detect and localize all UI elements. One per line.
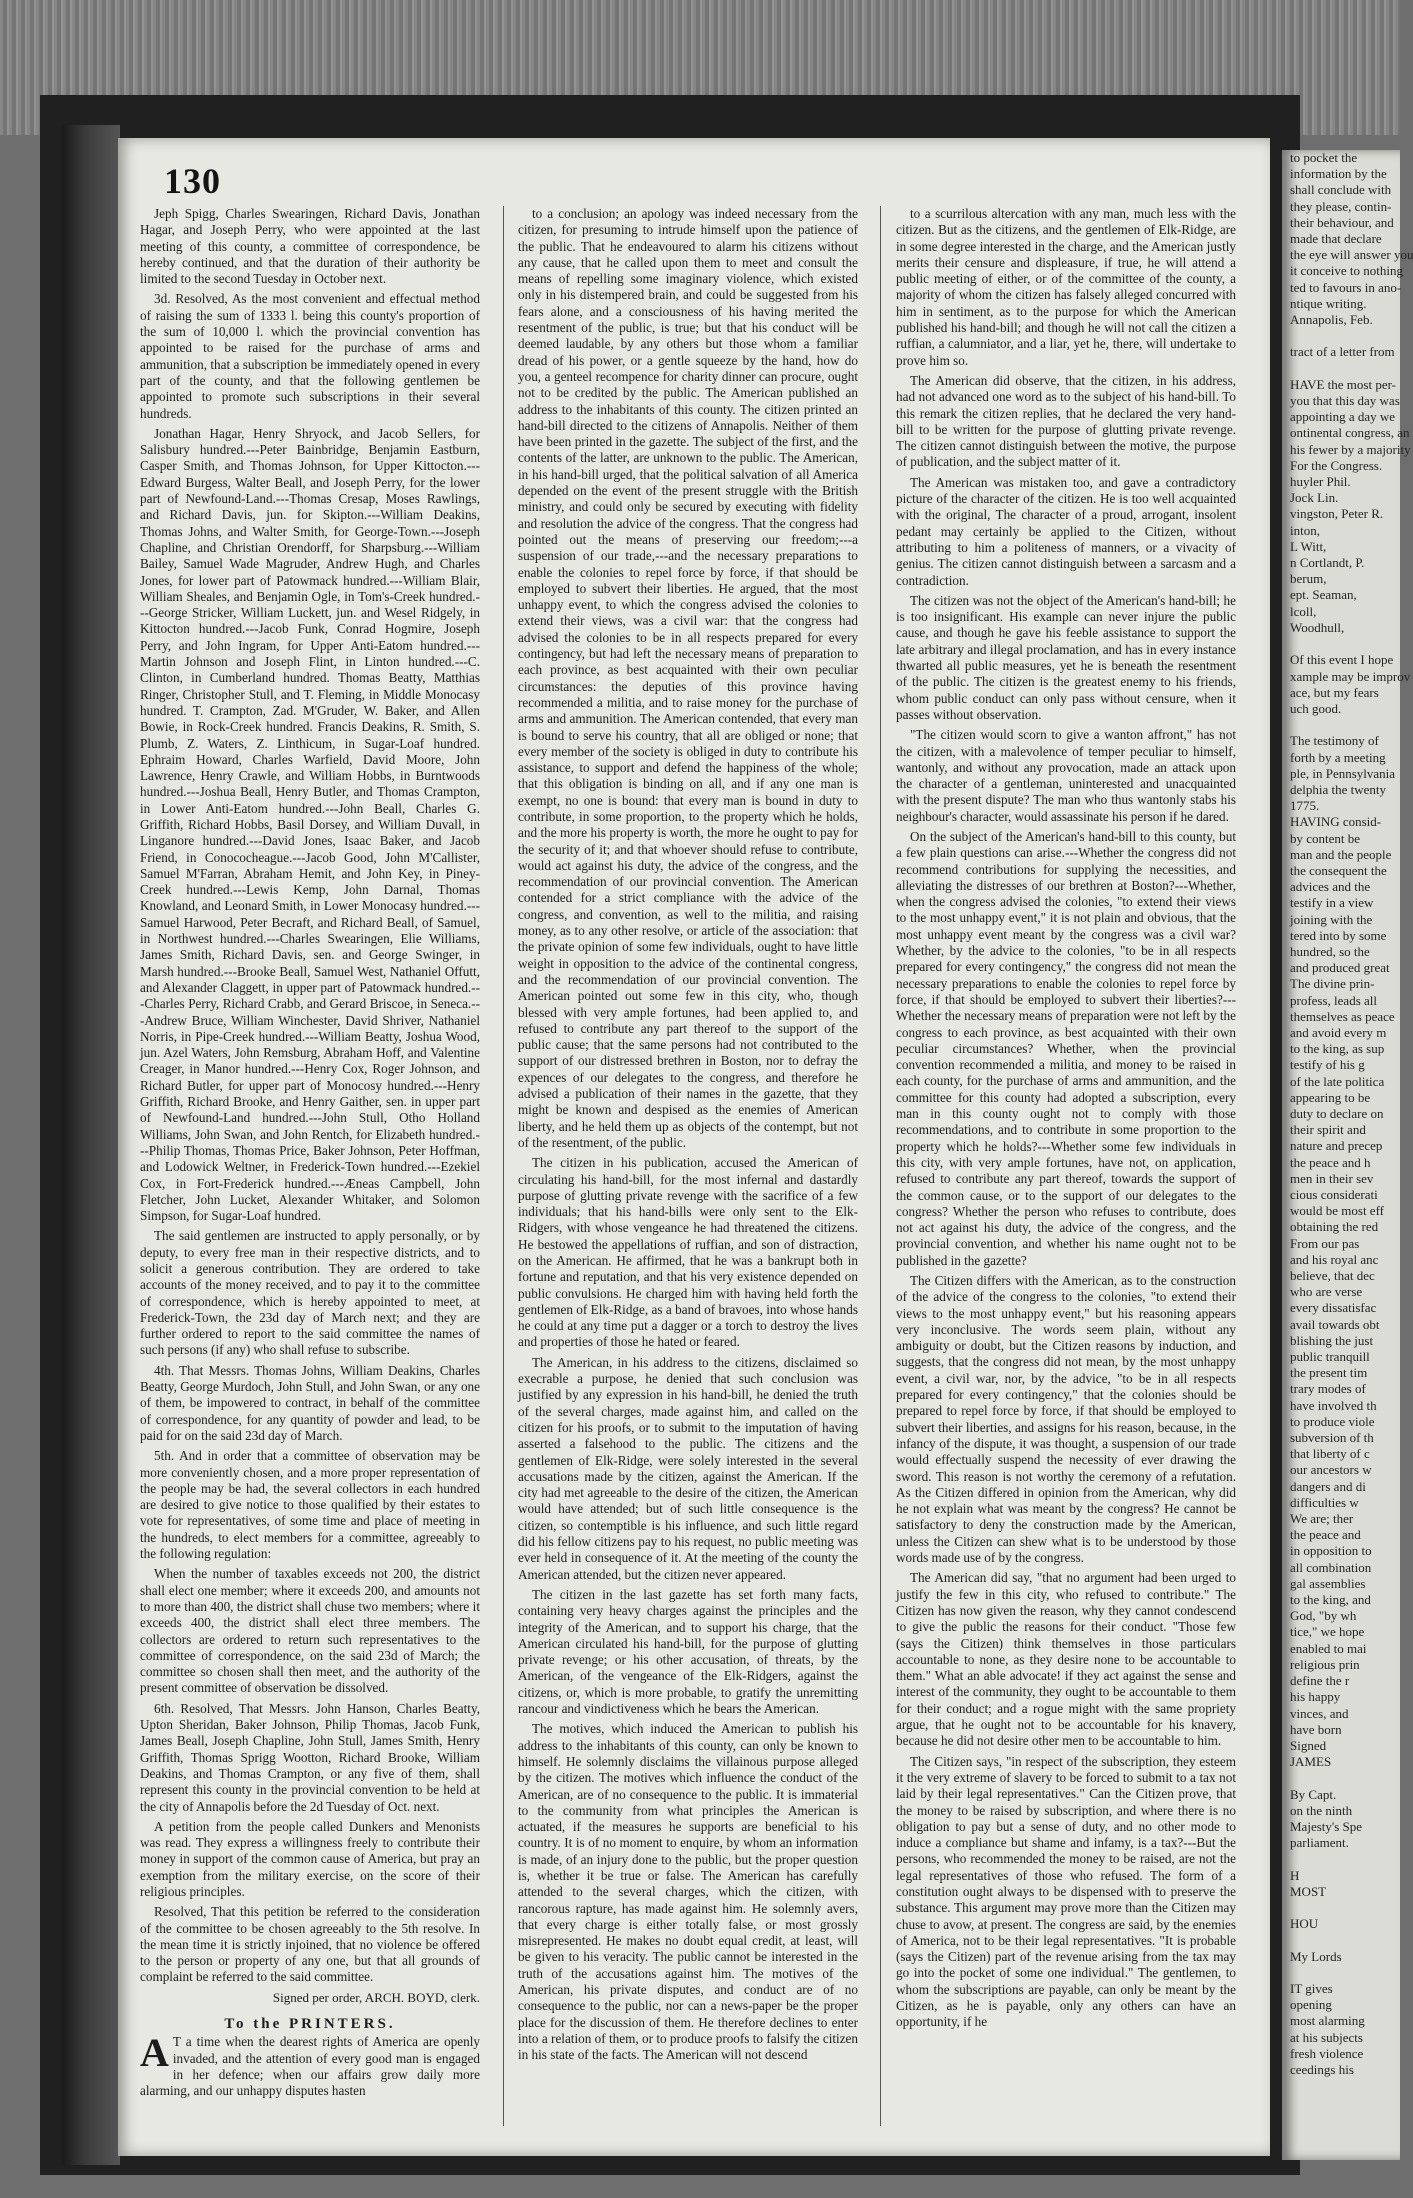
next-page-fragment: fresh violence bbox=[1290, 2045, 1364, 2061]
col3-paragraph: The American did observe, that the citizen, in his address, had not advanced one word as to the subject of his hand-bill. To this remark the citizen replies, that he declared the very hand-bill to be written for the purpose of glutting private revenge. The citizen cannot distinguish between the motive, the purpose of publication, and the subject matter of it. bbox=[896, 372, 1236, 470]
page-number: 130 bbox=[164, 161, 221, 201]
next-page-fragment: believe, that dec bbox=[1290, 1268, 1375, 1284]
next-page-fragment bbox=[1282, 1900, 1400, 1916]
next-page-fragment: ace, but my fears bbox=[1290, 684, 1379, 700]
col2-paragraph: to a conclusion; an apology was indeed necessary from the citizen, for presuming to intrude himself upon the patience of the public. That he endeavoured to alarm his citizens without any cause, that he called upon them to meet and consult the means of repelling some imaginary violence, which existed only in his distempered brain, and could be suggested from his fears alone, and a consciousness of his having merited the resentment of the public, is true; but that his conduct will be deemed laudable, by any others but those whom a familiar dread of his power, or a gentle squeeze by the hand, how do you, a genteel recompence for charity dinner can procure, ought not to be credited by the public. The American published an address to the inhabitants of this county. The citizen printed an hand-bill directed to the citizens of Annapolis. Neither of them have been printed in the gazette. The subject of the first, and the contents of the latter, are unknown to the public. The American, in his hand-bill urged, that the political salvation of all America depended on the event of the present struggle with the British ministry, and could only be secured by executing with fidelity and resolution the advice of the congress. That the congress had pointed out the means of preserving our freedom;---a suspension of our trade,---and the necessary preparations to enable the colonies to repel force by force, if that should be employed to subvert their liberties. He argued, that the most unhappy event, to which the congress advised the colonies to extend their views, was a civil war: that the congress had advised the colonies to be in all respects prepared for every contingency, but had left the necessary means of preparation to each province, as best acquainted with their own peculiar circumstances: the deputies of this province having recommended a militia, and to raise money for the purchase of arms and ammunition. The American contended, that every man is bound to serve his country, that all are obliged or none; that every member of the society is obliged in duty to contribute his assistance, to support and defend the happiness of the whole; that this obligation is binding on all, and if any one man is exempt, no one is bound: that every man is bound in duty to contribute, in some proportion, to the property which he holds, and the more his property is worth, the more he ought to pay for the security of it; and that whoever should refuse to contribute, would act against his duty, the advice of the congress, and the recommendation of our provincial convention. The American contended for a strict compliance with the advice of the congress, and convention, as well to the militia, and raising money, as to any other resolve, or article of the association: that the private opinion of some few individuals, ought to have little weight in opposition to the advice of the continental congress, and the recommendation of our provincial convention. The American pointed out some few in this city, who, though blessed with very ample fortunes, had been applied to, and refused to contribute any part thereof to the support of the public cause; that the same persons had not contributed to the support of our distressed brethren in Boston, nor to defray the expences of our delegates to the congress, and therefore he advised a publication of their names in the gazette, that they might be known and despised as the enemies of American liberty, and he held them up as objects of the contempt, but not of the resentment, of the public. bbox=[518, 206, 858, 1150]
col3-paragraph: to a scurrilous altercation with any man, much less with the citizen. But as the citizens, and the gentlemen of Elk-Ridge, are in some degree interested in the charge, and the American justly merits their censure and displeasure, if true, he will attend a public meeting of either, or of the committee of the county, a majority of whom the citizen has falsely alleged concurred with him in sentiment, as to the purpose for which the American published his hand-bill; and though he will not call the citizen a ruffian, a calumniator, and a liar, yet he, there, will undertake to prove him so. bbox=[896, 206, 1236, 368]
col3-paragraph: The Citizen says, "in respect of the subscription, they esteem it the very extreme of slavery to be forced to submit to a tax not laid by their legal representatives." Can the Citizen prove, that the money to be raised by subscription, and where there is no obligation to pay but a sense of duty, and no other mode to induce a compliance but shame and infamy, is a tax?---But the persons, who recommended the money to be raised, are not the legal representatives of those who refused. The form of a constitution ought always to be dispensed with to preserve the substance. This argument may prove more than the Citizen may chuse to avow, at present. The congress are said, by the enemies of America, not to be their legal representatives. "It is probable (says the Citizen) part of the revenue arising from the tax may go into the pocket of some one individual." The gentlemen, to whom the subscriptions are payable, can only be meant by the Citizen, as he is payable, only any others can have an opportunity, if he bbox=[896, 1753, 1236, 2030]
next-page-fragment: his happy bbox=[1290, 1689, 1341, 1705]
next-page-fragment: tract of a letter from bbox=[1290, 344, 1395, 360]
drop-cap: A bbox=[140, 2030, 169, 2076]
next-page-fragment: made that declare bbox=[1290, 231, 1382, 247]
next-page-fragment bbox=[1282, 1965, 1400, 1981]
next-page-fragment: HAVE the most per- bbox=[1290, 376, 1397, 392]
next-page-fragment: their behaviour, and bbox=[1290, 214, 1394, 230]
next-page-fragment: our ancestors w bbox=[1290, 1462, 1372, 1478]
book-gutter bbox=[62, 125, 120, 2165]
next-page-fragment: huyler Phil. bbox=[1290, 474, 1351, 490]
col1-paragraph: 5th. And in order that a committee of observation may be more conveniently chosen, and a more proper representation of the people may be had, the several collectors in each hundred are desired to give notice to those qualified by their estates to vote for representatives, of some time and place of meeting in the hundreds, to elect members for a committee, agreeably to the following regulation: bbox=[140, 1448, 480, 1562]
next-page-fragment: profess, leads all bbox=[1290, 992, 1378, 1008]
next-page-fragment: parliament. bbox=[1290, 1835, 1349, 1851]
next-page-fragment: their spirit and bbox=[1290, 1122, 1366, 1138]
next-page-fragment: the consequent the bbox=[1290, 862, 1387, 878]
next-page-fragment bbox=[1282, 1770, 1400, 1786]
next-page-fragment: shall conclude with bbox=[1290, 182, 1392, 198]
col1-paragraph: Jonathan Hagar, Henry Shryock, and Jacob Sellers, for Salisbury hundred.---Peter Bainbridge, Benjamin Eastburn, Casper Smith, and Thomas Johnson, for Upper Kittocton.---Edward Burgess, Walter Beall, and Joseph Perry, for the lower part of Newfound-Land.---Thomas Cresap, Moses Rawlings, and Richard Davis, jun. for Skipton.---William Deakins, Thomas Johns, and Walter Smith, for George-Town.---Joseph Chapline, and Christian Orendorff, for Sharpsburg.---William Bailey, Samuel Wade Magruder, Andrew Hugh, and Charles Jones, for lower part of Patowmack hundred.---William Blair, William Sheales, and Benjamin Ogle, in Tom's-Creek hundred.---George Stricker, William Luckett, jun. and Wesel Ridgely, in Kittocton hundred.---Jacob Funk, Conrad Hogmire, Joseph Perry, and John Ingram, for Upper Anti-Eatom hundred.---Martin Johnson and Joseph Flint, in Linton hundred.---C. Clinton, in Cumberland hundred. Thomas Beatty, Matthias Ringer, Christopher Stull, and T. Fleming, in Middle Monocasy hundred. T. Crampton, Zad. M'Gruder, W. Baker, and Allen Bowie, in Rock-Creek hundred. Francis Deakins, R. Smith, S. Plumb, Z. Waters, Z. Linthicum, in Sugar-Loaf hundred. Ephraim Howard, Charles Warfield, David Moore, John Lawrence, Henry Crawle, and William Hobbs, in Burntwoods hundred.---Joshua Beall, Henry Butler, and Thomas Crampton, in Lower Anti-Eatom hundred.---John Beall, Charles G. Griffith, Richard Hobbs, Basil Dorsey, and William Duvall, in Linganore hundred.---David Jones, Isaac Baker, and Jacob Friend, in Conococheague.---Jacob Good, John M'Callister, Samuel M'Farran, Abraham Hemit, and John Key, in Piney-Creek hundred.---Lewis Kemp, John Darnal, Thomas Knowland, and Leonard Smith, in Lower Monocasy hundred.---Samuel Harwood, Peter Becraft, and Richard Beall, of Samuel, in Northwest hundred.---Charles Swearingen, Elie Williams, James Smith, Richard Davis, sen. and George Swinger, in Marsh hundred.---Brooke Beall, Samuel West, Nathaniel Offutt, and Alexander Claggett, in upper part of Patowmack hundred.---Charles Perry, Richard Crabb, and Gerard Briscoe, in Seneca.---Andrew Bruce, William Winchester, David Shriver, Nathaniel Norris, in Pipe-Creek hundred.---William Beatty, Joshua Wood, jun. Azel Waters, John Remsburg, Abraham Hoff, and Valentine Creager, in Manor hundred.---Henry Cox, Roger Johnson, and Richard Butler, for upper part of Monocosy hundred.---Henry Griffith, Richard Brooke, and Henry Gaither, sen. in upper part of Newfound-Land hundred.---John Stull, Otho Holland Williams, John Swan, and John Rentch, for Elizabeth hundred.---Philip Thomas, Thomas Price, Baker Johnson, Peter Hoffman, and Lodowick Weltner, in Frederick-Town hundred.---Ezekiel Cox, in Fort-Frederick hundred.---Æneas Campbell, John Fletcher, John Lucket, Alexander Whitaker, and Solomon Simpson, for Sugar-Loaf hundred. bbox=[140, 425, 480, 1224]
next-page-fragment: nature and precep bbox=[1290, 1138, 1383, 1154]
col2-paragraph: The motives, which induced the American to publish his address to the inhabitants of this county, can only be known to himself. He solemnly disclaims the villainous purpose alleged by the citizen. The motives which influence the conduct of the American, are of no consequence to the public. It is immaterial to the community from what principles the American is actuated, if the measures he supports are beneficial to his country. It is of no moment to enquire, by whom an information is made, of an injury done to the public, but the proper question is, whether it be true or false. The American has carefully attended to the several charges, which the citizen, with rancorous rapture, has made against him. He solemnly avers, that every charge is either totally false, or most grossly misrepresented. He makes no doubt equal credit, at least, will be given to his veracity. The public cannot be interested in the truth of the accusations against him. The motives of the American, his private disputes, and conduct are of no consequence to the public, nor can a news-paper be the proper place for the discussion of them. He therefore declines to enter into a relation of them, or to produce proofs to falsify the citizen in his state of the facts. The American will not descend bbox=[518, 1721, 858, 2063]
next-page-fragment bbox=[1282, 361, 1400, 377]
next-page-fragment: religious prin bbox=[1290, 1656, 1360, 1672]
col3-paragraph: The Citizen differs with the American, as to the construction of the advice of the congress to the colonies, "to extend their views to the most unhappy event," but his reasoning appears very inconclusive. The words seem plain, without any ambiguity or doubt, but the Citizen reasons by induction, and suggests, that the congress did not mean, by the most unhappy event, a civil war, nor, by the advice, "to be in all respects prepared for every contingency," that the colonies should be prepared to repel force by force, if that should be employed to subvert their liberties, and assigns for his reason, because, in the infancy of the dispute, it was thought, a suspension of our trade would effectually suspend the necessity of ever drawing the sword. This reason is not worthy the ceremony of a refutation. As the Citizen differed in opinion from the American, why did he not explain what was meant by the congress? He cannot be satisfactory to deny the construction made by the American, unless the Citizen can shew what is to be understood by those words made use of by the congress. bbox=[896, 1273, 1236, 1566]
next-page-fragment: have involved th bbox=[1290, 1397, 1377, 1413]
next-page-fragment: Woodhull, bbox=[1290, 619, 1345, 635]
col3-paragraph: The American did say, "that no argument had been urged to justify the few in this city, who refused to contribute." The Citizen has now given the reason, why they cannot condescend to give the public the reasons for their conduct. "Those few (says the Citizen) think themselves in those particulars accountable to none, as they desire none to be accountable to them." What an able advocate! if they act against the sense and interest of the community, they ought to be accountable to them for their conduct; and a rogue might with the same propriety argue, that he ought not to be accountable for his knavery, because he did not desire other men to be accountable to him. bbox=[896, 1570, 1236, 1749]
next-page-fragment: xample may be improv bbox=[1290, 668, 1411, 684]
next-page-fragment: to produce viole bbox=[1290, 1413, 1375, 1429]
next-page-fragment: From our pas bbox=[1290, 1235, 1360, 1251]
next-page-fragment: berum, bbox=[1290, 571, 1327, 587]
next-page-fragment: and produced great bbox=[1290, 960, 1390, 976]
next-page-fragment: on the ninth bbox=[1290, 1802, 1353, 1818]
next-page-fragment: define the r bbox=[1290, 1673, 1350, 1689]
next-page-edge bbox=[1282, 150, 1413, 2160]
next-page-fragment: the present tim bbox=[1290, 1365, 1368, 1381]
next-page-fragment: L Witt, bbox=[1290, 538, 1327, 554]
next-page-fragment: opening bbox=[1290, 1997, 1332, 2013]
next-page-fragment: The divine prin- bbox=[1290, 976, 1375, 992]
col1-paragraph: 6th. Resolved, That Messrs. John Hanson, Charles Beatty, Upton Sheridan, Baker Johnson, Philip Thomas, Jacob Funk, James Beall, Joseph Chapline, John Stull, James Smith, Henry Griffith, Thomas Sprigg Wootton, Richard Brooke, William Deakins, and Thomas Crampton, or any five of them, shall represent this county in the provincial convention to be held at the city of Annapolis before the 2d Tuesday of Oct. next. bbox=[140, 1700, 480, 1814]
next-page-fragment: tered into by some bbox=[1290, 927, 1387, 943]
next-page-fragment: Of this event I hope bbox=[1290, 652, 1394, 668]
next-page-fragment: HAVING consid- bbox=[1290, 814, 1382, 830]
next-page-fragment bbox=[1282, 1932, 1400, 1948]
next-page-fragment: the peace and h bbox=[1290, 1154, 1371, 1170]
next-page-fragment: they please, contin- bbox=[1290, 198, 1392, 214]
next-page-fragment: duty to declare on bbox=[1290, 1105, 1384, 1121]
next-page-fragment: have born bbox=[1290, 1721, 1342, 1737]
next-page-fragment: 1775. bbox=[1290, 798, 1320, 814]
column-2 bbox=[518, 206, 858, 2128]
next-page-fragment: ntique writing. bbox=[1290, 295, 1367, 311]
next-page-fragment bbox=[1282, 328, 1400, 344]
next-page-fragment: gal assemblies bbox=[1290, 1575, 1366, 1591]
next-page-fragment: advices and the bbox=[1290, 879, 1371, 895]
next-page-fragment: JAMES bbox=[1290, 1754, 1332, 1770]
next-page-fragment: subversion of th bbox=[1290, 1430, 1374, 1446]
next-page-fragment: appointing a day we bbox=[1290, 409, 1396, 425]
column-rule bbox=[880, 206, 881, 2126]
next-page-fragment: you that this day was bbox=[1290, 393, 1400, 409]
col3-paragraph: "The citizen would scorn to give a wanton affront," has not the citizen, with a malevolence of temper peculiar to himself, wantonly, and without any provocation, made an attack upon the character of a gentleman, uninterested and unacquainted with the present dispute? The man who thus wantonly stabs his neighbour's character, would assassinate his person if he dared. bbox=[896, 727, 1236, 824]
next-page-fragment: to the king, and bbox=[1290, 1592, 1371, 1608]
next-page-fragment: his fewer by a majority bbox=[1290, 441, 1411, 457]
next-page-fragment: trary modes of bbox=[1290, 1381, 1366, 1397]
next-page-fragment: vinces, and bbox=[1290, 1705, 1349, 1721]
column-1 bbox=[140, 206, 480, 2128]
next-page-fragment: n Cortlandt, P. bbox=[1290, 555, 1365, 571]
next-page-fragment: forth by a meeting bbox=[1290, 749, 1386, 765]
col1-paragraph: 3d. Resolved, As the most convenient and effectual method of raising the sum of 1333 l. being this county's proportion of the sum of 10,000 l. which the provincial convention has appointed to be raised for the purchase of arms and ammunition, that a subscription be immediately opened in every part of the county, and that the following gentlemen be appointed to promote such subscriptions in their several hundreds. bbox=[140, 291, 480, 421]
next-page-fragment: Signed bbox=[1290, 1737, 1327, 1753]
next-page-fragment: themselves as peace bbox=[1290, 1008, 1395, 1024]
col1-paragraph: 4th. That Messrs. Thomas Johns, William Deakins, Charles Beatty, George Murdoch, John Stull, and John Swan, or any one of them, be impowered to contract, in behalf of the committee of correspondence, for any quantity of powder and lead, to be paid for on the said 23d day of March. bbox=[140, 1362, 480, 1443]
col1-paragraph: The said gentlemen are instructed to apply personally, or by deputy, to every free man in their respective districts, and to solicit a generous contribution. They are ordered to take accounts of the money received, and to pay it to the committee of correspondence, which is hereby appointed to meet, at Frederick-Town, the 23d day of March next; and they are further ordered to report to the said committee the names of such persons (if any) who shall refuse to subscribe. bbox=[140, 1228, 480, 1358]
next-page-fragment: most alarming bbox=[1290, 2013, 1365, 2029]
column-3 bbox=[896, 206, 1236, 2128]
next-page-fragment: testify of his g bbox=[1290, 1057, 1365, 1073]
next-page-fragment: Annapolis, Feb. bbox=[1290, 312, 1373, 328]
next-page-fragment bbox=[1282, 717, 1400, 733]
next-page-fragment: ple, in Pennsylvania bbox=[1290, 765, 1396, 781]
next-page-fragment: every dissatisfac bbox=[1290, 1300, 1377, 1316]
next-page-fragment: tice," we hope bbox=[1290, 1624, 1365, 1640]
col3-paragraph: The American was mistaken too, and gave a contradictory picture of the character of the citizen. He is too well acquainted with the original, The character of a proud, arrogant, insolent pedant may certainly be applied to the Citizen, without attributing to him a politeness of manners, or a vivacity of genius. The citizen cannot distinguish between a sarcasm and a contradiction. bbox=[896, 474, 1236, 588]
next-page-fragment: Jock Lin. bbox=[1290, 490, 1339, 506]
next-page-fragment bbox=[1282, 1851, 1400, 1867]
next-page-fragment: obtaining the red bbox=[1290, 1219, 1379, 1235]
next-page-fragment: to the king, as sup bbox=[1290, 1041, 1385, 1057]
next-page-fragment: dangers and di bbox=[1290, 1478, 1366, 1494]
next-page-fragment: My Lords bbox=[1290, 1948, 1342, 1964]
next-page-fragment: God, "by wh bbox=[1290, 1608, 1357, 1624]
next-page-fragment: blishing the just bbox=[1290, 1332, 1374, 1348]
next-page-fragment: enabled to mai bbox=[1290, 1640, 1367, 1656]
newspaper-page bbox=[118, 138, 1270, 2156]
next-page-fragment: that liberty of c bbox=[1290, 1446, 1370, 1462]
next-page-fragment: information by the bbox=[1290, 166, 1387, 182]
next-page-fragment: all combination bbox=[1290, 1559, 1372, 1575]
next-page-fragment: MOST bbox=[1290, 1883, 1327, 1899]
next-page-fragment: inton, bbox=[1290, 522, 1320, 538]
letter-text: T a time when the dearest rights of America are openly invaded, and the attention of every good man is engaged in her defence; when our affairs grow daily more alarming, and our unhappy disputes hasten bbox=[140, 2034, 480, 2099]
next-page-fragment: and avoid every m bbox=[1290, 1024, 1387, 1040]
next-page-fragment: ceedings his bbox=[1290, 2061, 1354, 2077]
next-page-fragment: public tranquill bbox=[1290, 1349, 1370, 1365]
next-page-fragment: the peace and bbox=[1290, 1527, 1361, 1543]
next-page-fragment: By Capt. bbox=[1290, 1786, 1337, 1802]
next-page-fragment: difficulties w bbox=[1290, 1494, 1359, 1510]
next-page-fragment: joining with the bbox=[1290, 911, 1373, 927]
next-page-fragment: lcoll, bbox=[1290, 603, 1317, 619]
col1-paragraph: A petition from the people called Dunkers and Menonists was read. They express a willingness freely to contribute their money in support of the common cause of America, but pray an exemption from the military exercise, on the score of their religious principles. bbox=[140, 1818, 480, 1899]
next-page-fragment: man and the people bbox=[1290, 846, 1392, 862]
col3-paragraph: The citizen was not the object of the American's hand-bill; he is too insignificant. His example can never injure the public cause, and though he gave his feeble assistance to support the late arbitrary and illegal proclamation, and has in every instance thwarted all public measures, yet he is beneath the resentment of the public. The citizen is the greatest enemy to his friends, whom public conduct can only pass without censure, when it passes without observation. bbox=[896, 592, 1236, 722]
next-page-fragment: Majesty's Spe bbox=[1290, 1818, 1363, 1834]
next-page-fragment: cious considerati bbox=[1290, 1187, 1378, 1202]
next-page-fragment: The testimony of bbox=[1290, 733, 1379, 749]
column-rule bbox=[503, 206, 504, 2126]
next-page-fragment: men in their sev bbox=[1290, 1170, 1374, 1186]
next-page-fragment: the eye will answer you bbox=[1290, 247, 1413, 263]
col3-paragraph: On the subject of the American's hand-bill to this county, but a few plain questions can arise.---Whether the congress did not recommend contributions for supplying the necessities, and alleviating the distresses of our brethren at Boston?---Whether, when the congress advised the colonies, "to extend their views to the most unhappy event," it is not plain and obvious, that the most unhappy event meant by the congress was a civil war? Whether, by the advice to the colonies, "to be in all respects prepared for every contingency," the congress did not mean the necessary preparations to enable the colonies to repel force by force, if that should be employed to subvert their liberties?---Whether the necessary means of preparation were not left by the congress to each province, as best acquainted with their own peculiar circumstances? Whether, when the provincial convention recommended a militia, and money to be raised in each county, for the purchase of arms and ammunition, and the committee for this county had adopted a subscription, every man in this county ought not to comply with those recommendations, and to contribute in some proportion to the property which he holds?---Whether some few individuals in this city, with very ample fortunes, have not, on application, refused to contribute any part thereof, towards the support of the common cause, or to the support of our delegates to the congress? Whether the person who refuses to contribute, does not act against his duty, the advice of the congress, and the provincial convention, and whether his name ought not to be published in the gazette? bbox=[896, 828, 1236, 1268]
col2-paragraph: The citizen in the last gazette has set forth many facts, containing very heavy charges against the principles and the integrity of the American, and to support his charge, that the American circulated his hand-bill, for the purpose of glutting private revenge; or his other accusation, of threats, by the American, of the vengeance of the Elk-Ridgers, against the citizens, or, which is more probable, to gratify the unremitting rancour and vindictiveness which he bears the American. bbox=[518, 1586, 858, 1717]
next-page-fragment: who are verse bbox=[1290, 1284, 1363, 1300]
next-page-fragment: ept. Seaman, bbox=[1290, 587, 1357, 603]
next-page-fragment: to pocket the bbox=[1290, 150, 1358, 165]
col1-paragraph: When the number of taxables exceeds not 200, the district shall elect one member; where it exceeds 200, and amounts not to more than 400, the district shall chuse two members; where it exceeds 400, the district shall elect three members. The collectors are ordered to return such representatives to the committee of correspondence, on the said 23d of March; the committee so chosen shall then meet, and the authority of the present committee of observation be dissolved. bbox=[140, 1566, 480, 1696]
next-page-fragment: vingston, Peter R. bbox=[1290, 506, 1384, 522]
next-page-fragment: ted to favours in ano- bbox=[1290, 279, 1402, 295]
next-page-fragment bbox=[1282, 636, 1400, 652]
next-page-fragment: For the Congress. bbox=[1290, 457, 1383, 473]
col1-paragraph: Jeph Spigg, Charles Swearingen, Richard Davis, Jonathan Hagar, and Joseph Perry, who were appointed at the last meeting of this county, a committee of correspondence, be hereby continued, and that the duration of their authority be limited to the second Tuesday in October next. bbox=[140, 206, 480, 287]
next-page-fragment: appearing to be bbox=[1290, 1089, 1371, 1105]
next-page-fragment: HOU bbox=[1290, 1916, 1319, 1932]
letter-opening bbox=[140, 2030, 480, 2099]
next-page-fragment: by content be bbox=[1290, 830, 1361, 846]
signoff: Signed per order, ARCH. BOYD, clerk. bbox=[272, 1989, 480, 2005]
next-page-fragment: of the late politica bbox=[1290, 1073, 1385, 1089]
next-page-fragment: at his subjects bbox=[1290, 2029, 1363, 2045]
next-page-fragment: in opposition to bbox=[1290, 1543, 1372, 1559]
letter-heading: To the PRINTERS. bbox=[224, 2016, 396, 2033]
next-page-fragment: delphia the twenty bbox=[1290, 781, 1387, 797]
col1-paragraph: Resolved, That this petition be referred to the consideration of the committee to be chosen agreeably to the 5th resolve. In the mean time it is strictly injoined, that no violence be offered to the person or property of any one, but that all grounds of complaint be referred to the said committee. bbox=[140, 1904, 480, 1985]
next-page-fragment: testify in a view bbox=[1290, 895, 1374, 911]
col2-paragraph: The citizen in his publication, accused the American of circulating his hand-bill, for the most infernal and dastardly purpose of glutting private revenge with the sacrifice of a few individuals; that his hand-bills were only sent to the Elk-Ridgers, with whose vengeance he had threatened the citizens. He bestowed the appellations of ruffian, and son of distraction, on the American. He affirmed, that he was a bankrupt both in fortune and reputation, and that his very existence depended on public convulsions. He charged him with having held forth the gentlemen of Elk-Ridge, as a band of bravoes, into whose hands he could at any time put a dagger or a torch to destroy the lives and properties of those he hated or feared. bbox=[518, 1155, 858, 1350]
next-page-fragment: uch good. bbox=[1290, 700, 1342, 716]
next-page-fragment: and his royal anc bbox=[1290, 1251, 1379, 1267]
next-page-fragment: hundred, so the bbox=[1290, 943, 1370, 959]
next-page-fragment: We are; ther bbox=[1290, 1511, 1354, 1527]
next-page-fragment: would be most eff bbox=[1290, 1203, 1384, 1219]
col2-paragraph: The American, in his address to the citizens, disclaimed so execrable a purpose, he denied that such conclusion was justified by any expression in his hand-bill, he denied the truth of the several charges, made against him, and called on the citizen for his proofs, or to submit to the imputation of having asserted a falsehood to the public. The citizens and the gentlemen of Elk-Ridge, were solely interested in the several accusations made by the citizen, against the American. If the city had met agreeable to the desire of the citizen, the American would have attended; but of such little consequence is the citizen, so contemptible is his influence, and such little regard did his fellow citizens pay to his request, no public meeting was ever held in consequence of it. At the meeting of the county the American attended, but the citizen never appeared. bbox=[518, 1354, 858, 1582]
next-page-fragment: IT gives bbox=[1290, 1980, 1333, 1996]
next-page-fragment: ontinental congress, an bbox=[1290, 425, 1410, 441]
next-page-fragment: avail towards obt bbox=[1290, 1316, 1380, 1332]
next-page-fragment: H bbox=[1290, 1867, 1300, 1883]
next-page-fragment: it conceive to nothing bbox=[1290, 263, 1404, 279]
